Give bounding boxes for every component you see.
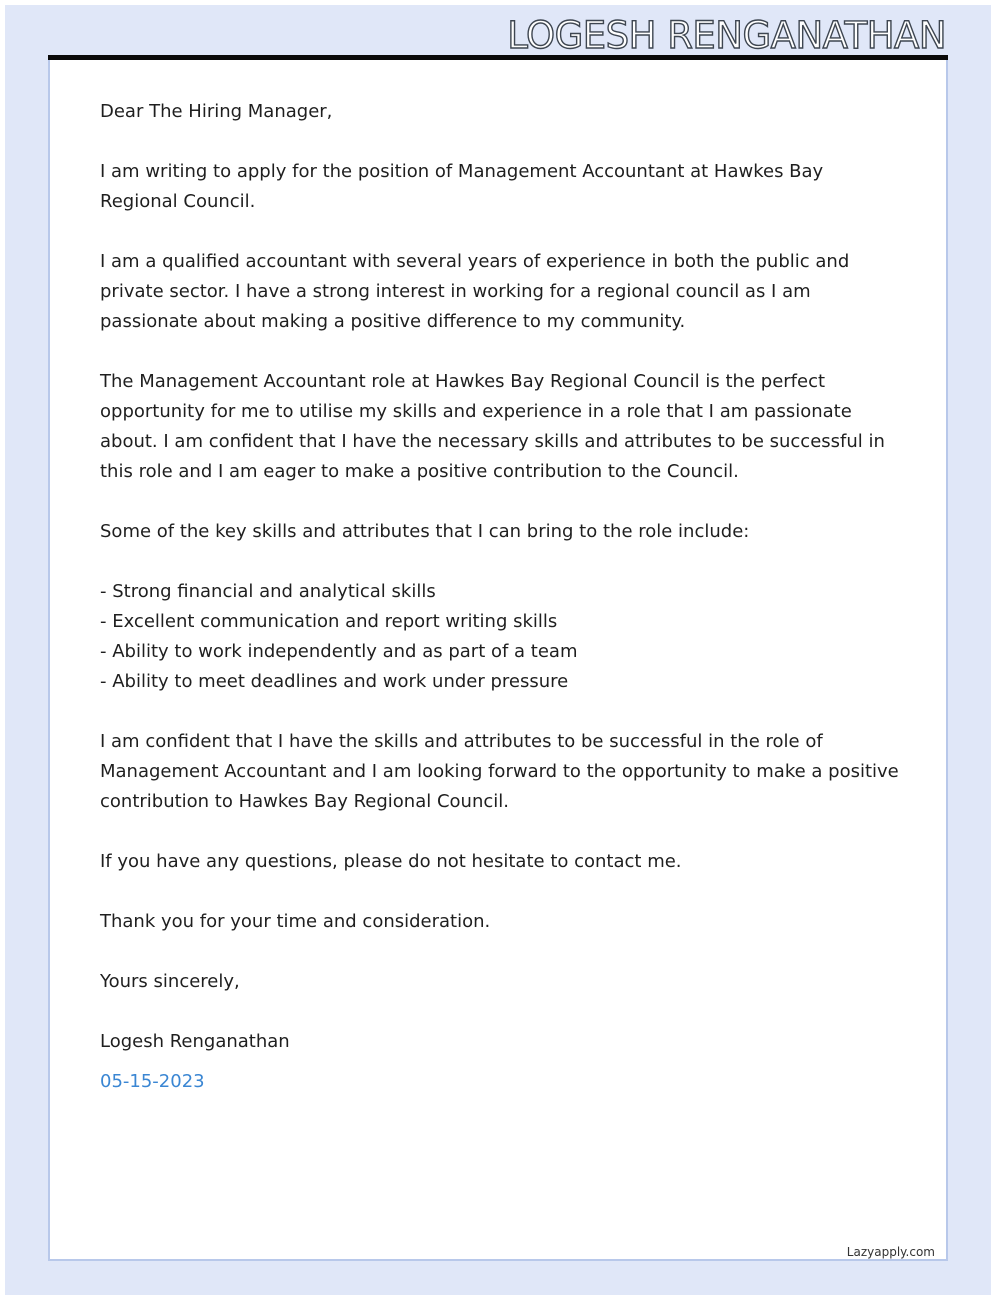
skills-list-item: - Ability to meet deadlines and work under pressure [100, 671, 569, 692]
footer-watermark: Lazyapply.com [846, 1245, 935, 1259]
paragraph-confidence: I am confident that I have the skills and attributes to be successful in the role of Management Accountant and I am looking forward to the opportunity to make a positive contribution to Hawkes Bay Regional Council. [100, 731, 899, 812]
paragraph-thanks: Thank you for your time and consideration. [100, 911, 491, 932]
cover-letter-body [100, 97, 900, 1097]
salutation: Dear The Hiring Manager, [100, 101, 333, 122]
letter-date: 05-15-2023 [100, 1071, 205, 1092]
signature-name: Logesh Renganathan [100, 1031, 290, 1052]
applicant-name-header: LOGESH RENGANATHAN [507, 14, 946, 57]
paragraph-background: I am a qualified accountant with several years of experience in both the public and private sector. I have a strong interest in working for a regional council as I am passionate about making a positive difference to my community. [100, 251, 850, 332]
skills-list-item: - Ability to work independently and as part of a team [100, 641, 578, 662]
skills-list-item: - Excellent communication and report writing skills [100, 611, 558, 632]
skills-list [100, 577, 900, 697]
paragraph-intro: I am writing to apply for the position of Management Accountant at Hawkes Bay Regional Council. [100, 161, 824, 212]
sign-off: Yours sincerely, [100, 971, 240, 992]
paragraph-role-fit: The Management Accountant role at Hawkes Bay Regional Council is the perfect opportunity for me to utilise my skills and experience in a role that I am passionate about. I am confident that I have the necessary skills and attributes to be successful in this role and I am eager to make a positive contribution to the Council. [100, 371, 885, 482]
paragraph-skills-intro: Some of the key skills and attributes that I can bring to the role include: [100, 521, 750, 542]
paragraph-contact: If you have any questions, please do not hesitate to contact me. [100, 851, 682, 872]
skills-list-item: - Strong financial and analytical skills [100, 581, 436, 602]
